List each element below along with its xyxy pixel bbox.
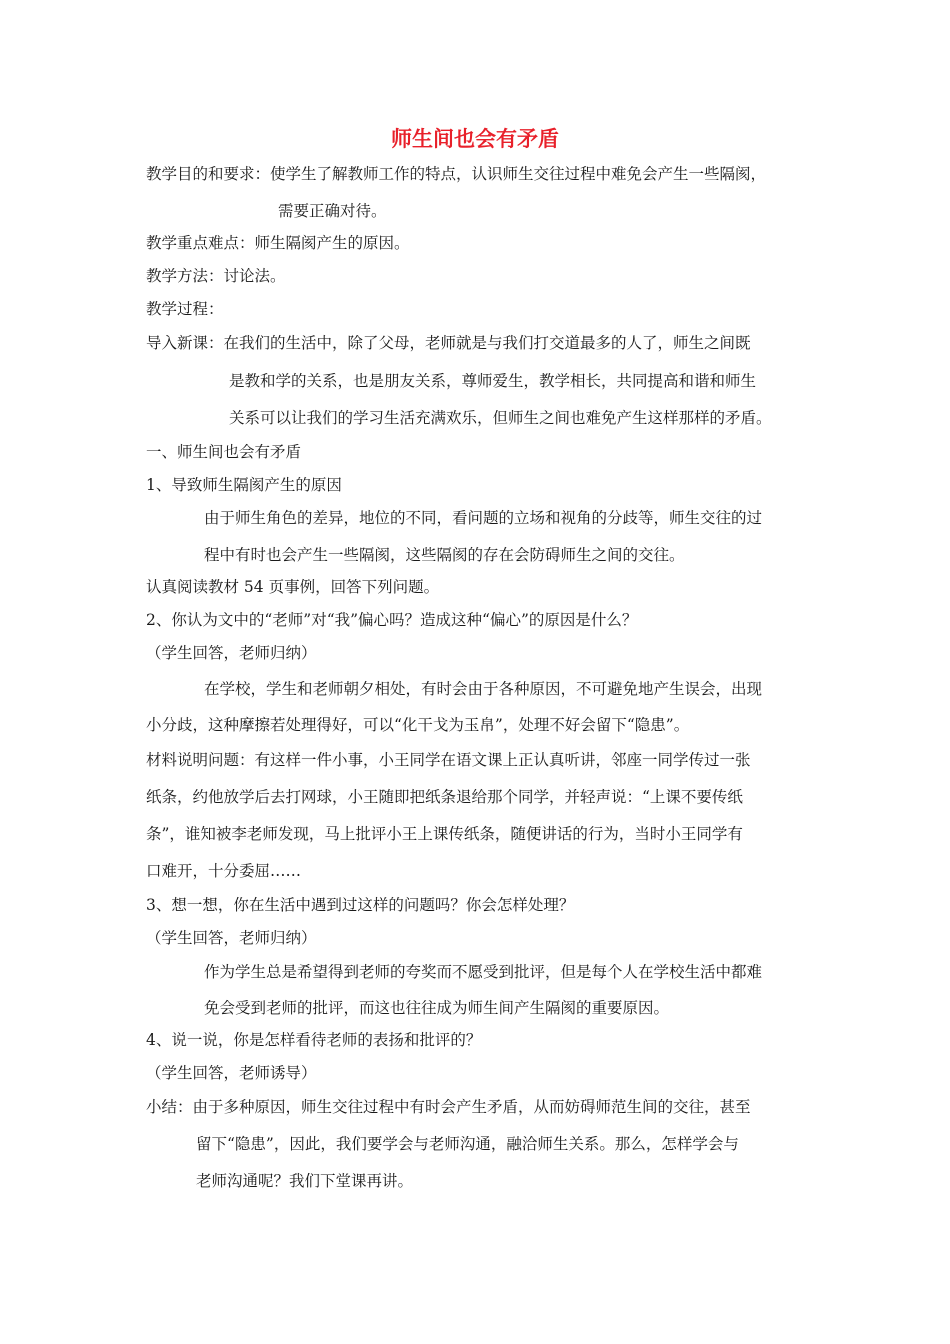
summary-line-1: 小结：由于多种原因，师生交往过程中有时会产生矛盾，从而妨碍师范生间的交往，甚至 (146, 1098, 751, 1116)
material-line-2: 纸条，约他放学后去打网球，小王随即把纸条退给那个同学，并轻声说：“上课不要传纸 (146, 788, 743, 806)
question-2-note: （学生回答，老师归纳） (146, 644, 317, 662)
item-1-para-line-2: 程中有时也会产生一些隔阂，这些隔阂的存在会防碍师生之间的交往。 (204, 546, 685, 564)
question-4: 4、说一说，你是怎样看待老师的表扬和批评的？ (146, 1031, 482, 1049)
question-3: 3、想一想，你在生活中遇到过这样的问题吗？你会怎样处理？ (146, 896, 575, 914)
material-line-3: 条”，谁知被李老师发现，马上批评小王上课传纸条，随便讲话的行为，当时小王同学有 (146, 825, 743, 843)
key-points-line: 教学重点难点：师生隔阂产生的原因。 (146, 234, 410, 252)
answer-2-line-2: 小分歧，这种摩擦若处理得好，可以“化干戈为玉帛”，处理不好会留下“隐患”。 (146, 716, 690, 734)
question-2: 2、你认为文中的“老师”对“我”偏心吗？造成这种“偏心”的原因是什么？ (146, 611, 638, 629)
material-line-1: 材料说明问题：有这样一件小事，小王同学在语文课上正认真听讲，邻座一同学传过一张 (146, 751, 751, 769)
summary-line-2: 留下“隐患”，因此，我们要学会与老师沟通，融洽师生关系。那么，怎样学会与 (196, 1135, 739, 1153)
summary-line-3: 老师沟通呢？我们下堂课再讲。 (196, 1172, 414, 1190)
item-1-heading: 1、导致师生隔阂产生的原因 (146, 476, 342, 494)
document-title: 师生间也会有矛盾 (391, 126, 559, 151)
item-1-para-line-1: 由于师生角色的差异，地位的不同，看问题的立场和视角的分歧等，师生交往的过 (204, 509, 763, 527)
objectives-line-1: 教学目的和要求：使学生了解教师工作的特点，认识师生交往过程中难免会产生一些隔阂， (146, 165, 767, 183)
answer-3-line-2: 免会受到老师的批评，而这也往往成为师生间产生隔阂的重要原因。 (204, 999, 670, 1017)
objectives-line-2: 需要正确对待。 (278, 202, 387, 220)
section-heading: 一、师生间也会有矛盾 (146, 443, 302, 461)
question-4-note: （学生回答，老师诱导） (146, 1064, 317, 1082)
process-heading: 教学过程： (146, 300, 224, 318)
reading-instruction: 认真阅读教材 54 页事例，回答下列问题。 (146, 578, 440, 596)
material-line-4: 口难开，十分委屈…… (146, 862, 302, 880)
question-3-note: （学生回答，老师归纳） (146, 929, 317, 947)
intro-line-3: 关系可以让我们的学习生活充满欢乐，但师生之间也难免产生这样那样的矛盾。 (229, 409, 772, 427)
answer-3-line-1: 作为学生总是希望得到老师的夸奖而不愿受到批评，但是每个人在学校生活中都难 (204, 963, 763, 981)
answer-2-line-1: 在学校，学生和老师朝夕相处，有时会由于各种原因，不可避免地产生误会，出现 (204, 680, 763, 698)
intro-line-1: 导入新课：在我们的生活中，除了父母，老师就是与我们打交道最多的人了，师生之间既 (146, 334, 751, 352)
intro-line-2: 是教和学的关系，也是朋友关系，尊师爱生，教学相长，共同提高和谐和师生 (229, 372, 757, 390)
method-line: 教学方法：讨论法。 (146, 267, 286, 285)
